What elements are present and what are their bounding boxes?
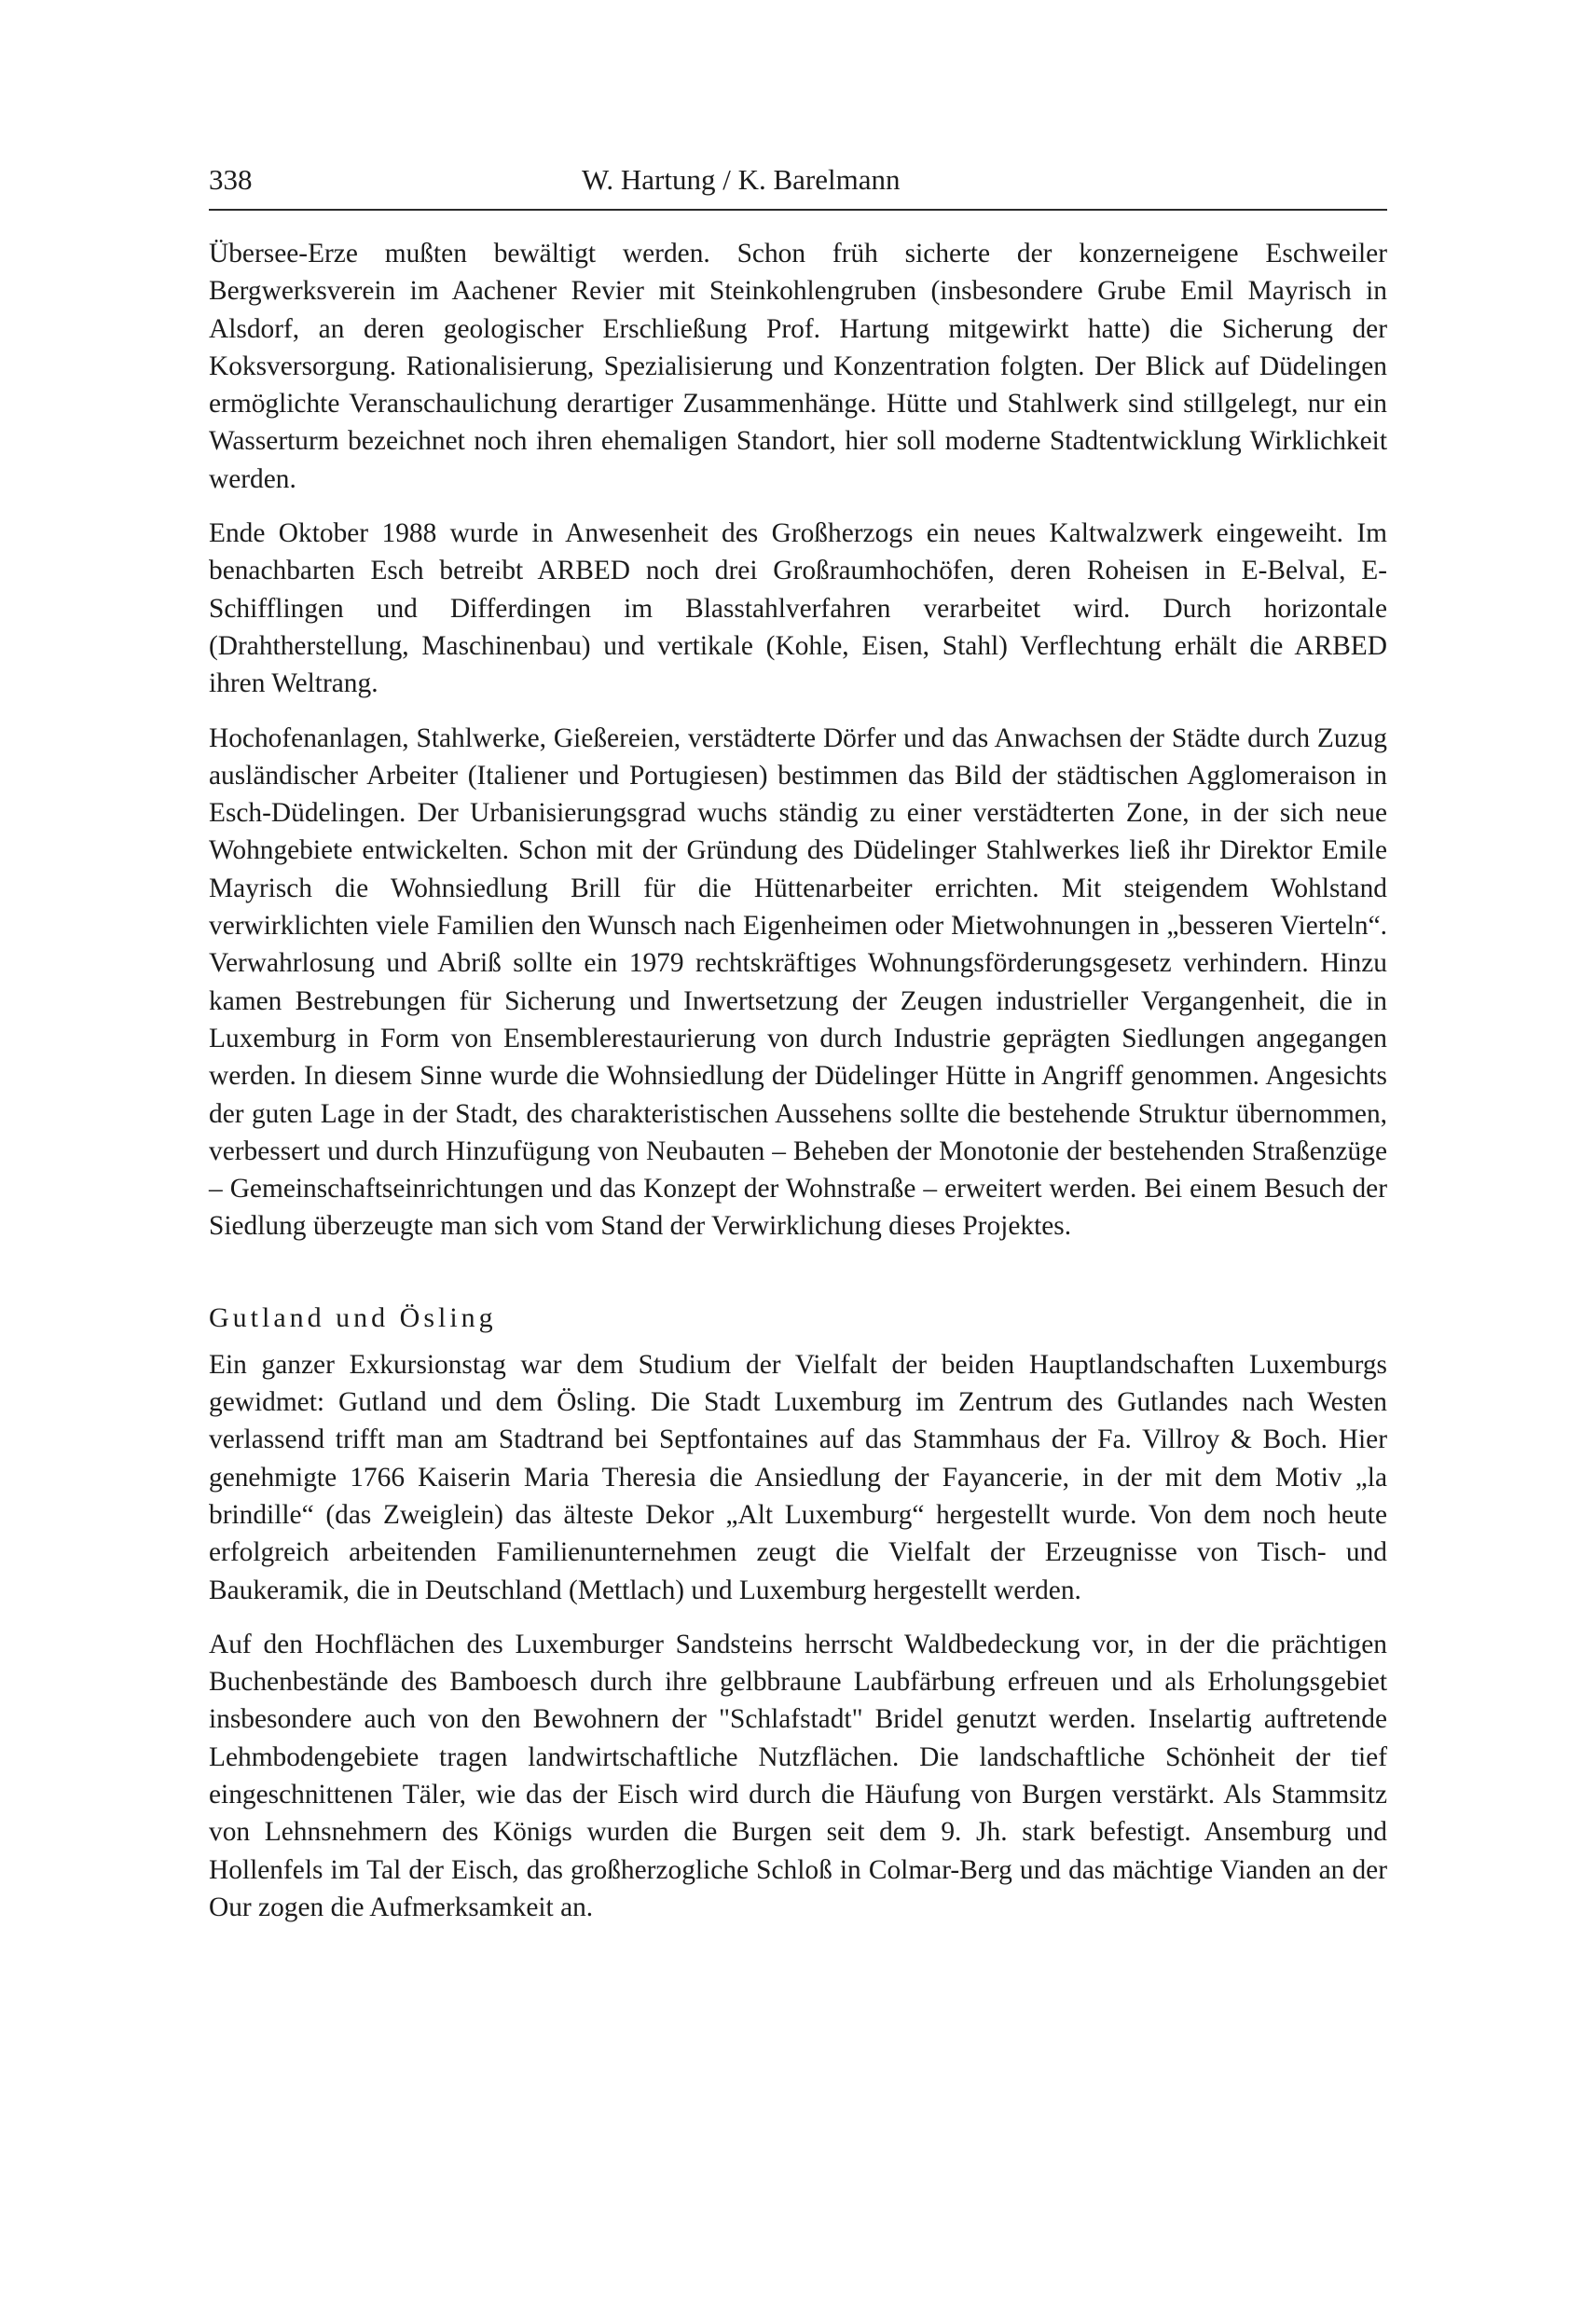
- page-number: 338: [209, 163, 253, 196]
- body-paragraph: Hochofenanlagen, Stahlwerke, Gießereien, verstädterte Dörfer und das Anwachsen der Städte durch Zuzug ausländischer Arbeiter (Italiener und Portugiesen) bestimmen das Bild der städtischen Agglomeraison in Esch-Düdelingen. Der Urbanisierungsgrad wuchs ständig zu einer verstädterten Zone, in der sich neue Wohngebiete entwickelten. Schon mit der Gründung des Düdelinger Stahlwerkes ließ ihr Direktor Emile Mayrisch die Wohnsiedlung Brill für die Hüttenarbeiter errichten. Mit steigendem Wohlstand verwirklichten viele Familien den Wunsch nach Eigenheimen oder Mietwohnungen in „besseren Vierteln“. Verwahrlosung und Abriß sollte ein 1979 rechtskräftiges Wohnungsförderungsgesetz verhindern. Hinzu kamen Bestrebungen für Sicherung und Inwertsetzung der Zeugen industrieller Vergangenheit, die in Luxemburg in Form von Ensemblerestaurierung von durch Industrie geprägten Siedlungen angegangen werden. In diesem Sinne wurde die Wohnsiedlung der Düdelinger Hütte in Angriff genommen. Angesichts der guten Lage in der Stadt, des charakteristischen Aussehens sollte die bestehende Struktur übernommen, verbessert und durch Hinzufügung von Neubauten – Beheben der Monotonie der bestehenden Straßenzüge – Gemeinschaftseinrichtungen und das Konzept der Wohnstraße – erweitert werden. Bei einem Besuch der Siedlung überzeugte man sich vom Stand der Verwirklichung dieses Projektes.: [209, 722, 1387, 1242]
- body-paragraph: Ein ganzer Exkursionstag war dem Studium der Vielfalt der beiden Hauptlandschaften Luxemburgs gewidmet: Gutland und dem Ösling. Die Stadt Luxemburg im Zentrum des Gutlandes nach Westen verlassend trifft man am Stadtrand bei Septfontaines auf das Stammhaus der Fa. Villroy & Boch. Hier genehmigte 1766 Kaiserin Maria Theresia die Ansiedlung der Fayancerie, in der mit dem Motiv „la brindille“ (das Zweiglein) das älteste Dekor „Alt Luxemburg“ hergestellt wurde. Von dem noch heute erfolgreich arbeitenden Familienunternehmen zeugt die Vielfalt der Erzeugnisse von Tisch- und Baukeramik, die in Deutschland (Mettlach) und Luxemburg hergestellt werden.: [209, 1349, 1387, 1605]
- body-paragraph: Auf den Hochflächen des Luxemburger Sandsteins herrscht Waldbedeckung vor, in der die prächtigen Buchenbestände des Bamboesch durch ihre gelbbraune Laubfärbung erfreuen und als Erholungsgebiet insbesondere auch von den Bewohnern der "Schlafstadt" Bridel genutzt werden. Inselartig auftretende Lehmbodengebiete tragen landwirtschaftliche Nutzflächen. Die landschaftliche Schönheit der tief eingeschnittenen Täler, wie das der Eisch wird durch die Häufung von Burgen verstärkt. Als Stammsitz von Lehnsnehmern des Königs wurden die Burgen seit dem 9. Jh. stark befestigt. Ansemburg und Hollenfels im Tal der Eisch, das großherzogliche Schloß in Colmar-Berg und das mächtige Vianden an der Our zogen die Aufmerksamkeit an.: [209, 1629, 1387, 1922]
- body-paragraph: Übersee-Erze mußten bewältigt werden. Schon früh sicherte der konzerneigene Eschweiler Bergwerksverein im Aachener Revier mit Steinkohlengruben (insbesondere Grube Emil Mayrisch in Alsdorf, an deren geologischer Erschließung Prof. Hartung mitgewirkt hatte) die Sicherung der Koksversorgung. Rationalisierung, Spezialisierung und Konzentration folgten. Der Blick auf Düdelingen ermöglichte Veranschaulichung derartiger Zusammenhänge. Hütte und Stahlwerk sind stillgelegt, nur ein Wasserturm bezeichnet noch ihren ehemaligen Standort, hier soll moderne Stadtentwicklung Wirklichkeit werden.: [209, 239, 1387, 494]
- document-page: [209, 158, 1387, 1943]
- running-header: [209, 158, 1387, 201]
- running-header-authors: W. Hartung / K. Barelmann: [582, 163, 901, 196]
- body-paragraph: Ende Oktober 1988 wurde in Anwesenheit des Großherzogs ein neues Kaltwalzwerk eingeweiht. Im benachbarten Esch betreibt ARBED noch drei Großraumhochöfen, deren Roheisen in E-Belval, E-Schifflingen und Differdingen im Blasstahlverfahren verarbeitet wird. Durch horizontale (Drahtherstellung, Maschinenbau) und vertikale (Kohle, Eisen, Stahl) Verflechtung erhält die ARBED ihren Weltrang.: [209, 518, 1387, 699]
- header-rule: [209, 209, 1387, 211]
- section-heading: Gutland und Ösling: [209, 1301, 497, 1333]
